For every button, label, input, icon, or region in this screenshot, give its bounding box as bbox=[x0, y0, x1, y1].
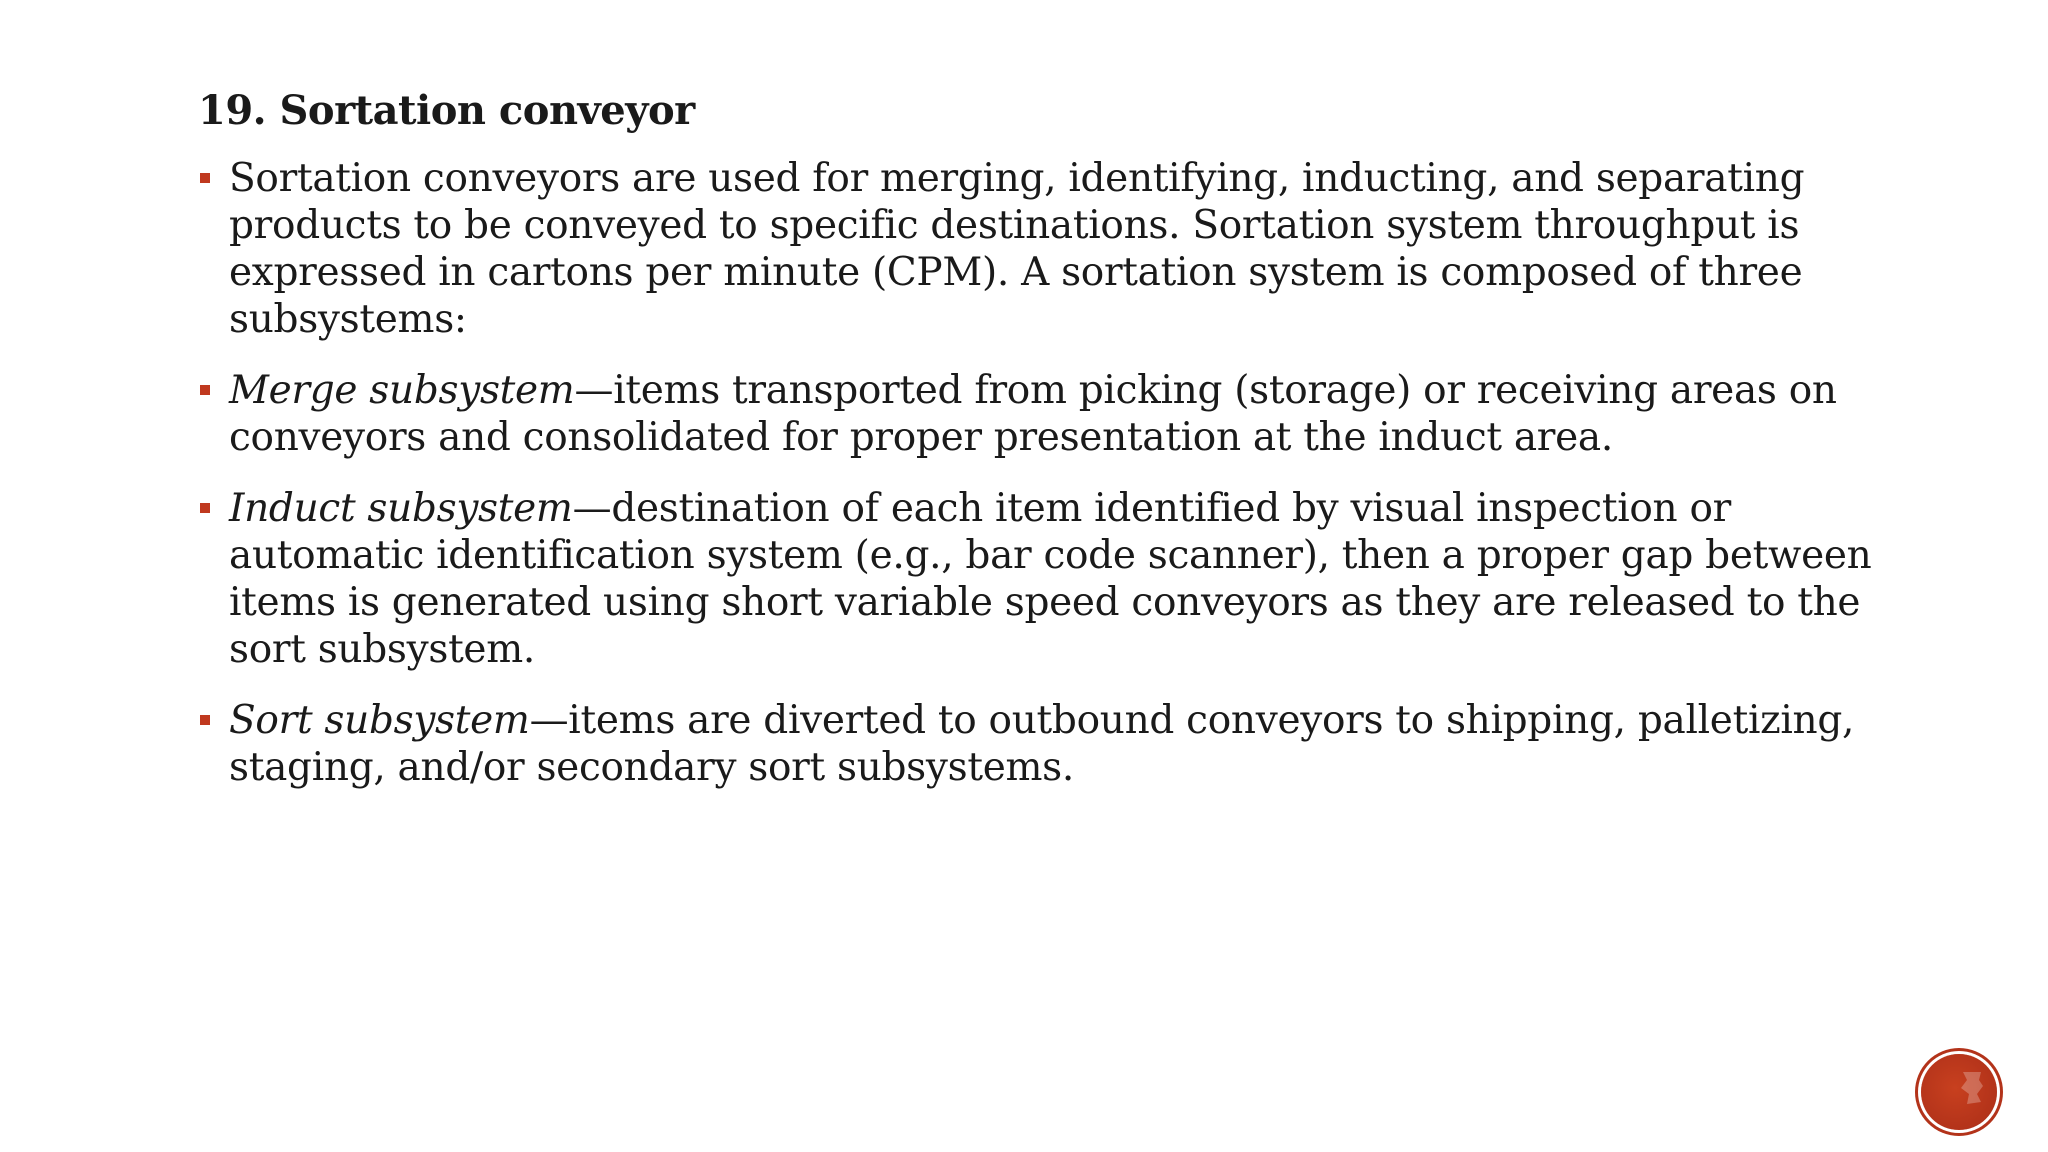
bullet-list bbox=[198, 155, 1898, 815]
square-bullet-icon bbox=[200, 503, 210, 513]
square-bullet-icon bbox=[200, 385, 210, 395]
bullet-text: —items transported from picking (storage) or receiving areas on conveyors and consolidated for proper presentation at the induct area. bbox=[229, 368, 1837, 460]
bullet-term: Merge subsystem bbox=[229, 368, 575, 413]
bullet-item bbox=[198, 155, 1898, 343]
bullet-item bbox=[198, 367, 1898, 461]
bullet-text: —items are diverted to outbound conveyors to shipping, palletizing, staging, and/or secondary sort subsystems. bbox=[229, 698, 1855, 790]
bullet-term: Sort subsystem bbox=[229, 698, 530, 743]
square-bullet-icon bbox=[200, 173, 210, 183]
square-bullet-icon bbox=[200, 715, 210, 725]
bullet-item bbox=[198, 485, 1898, 673]
slide-nav-button[interactable] bbox=[1921, 1054, 1997, 1130]
bullet-item bbox=[198, 697, 1898, 791]
slide-nav-circle-icon bbox=[1959, 1068, 1985, 1108]
bullet-term: Induct subsystem bbox=[229, 486, 573, 531]
bullet-text: —destination of each item identified by visual inspection or automatic identification system (e.g., bar code scanner), then a proper gap between items is generated using short variable speed conveyors as they are released to the sort subsystem. bbox=[229, 486, 1872, 672]
bullet-text: Sortation conveyors are used for merging, identifying, inducting, and separating products to be conveyed to specific destinations. Sortation system throughput is expressed in cartons per minute (CPM). A sortation system is composed of three subsystems: bbox=[229, 156, 1805, 342]
slide-title: 19. Sortation conveyor bbox=[198, 87, 695, 134]
